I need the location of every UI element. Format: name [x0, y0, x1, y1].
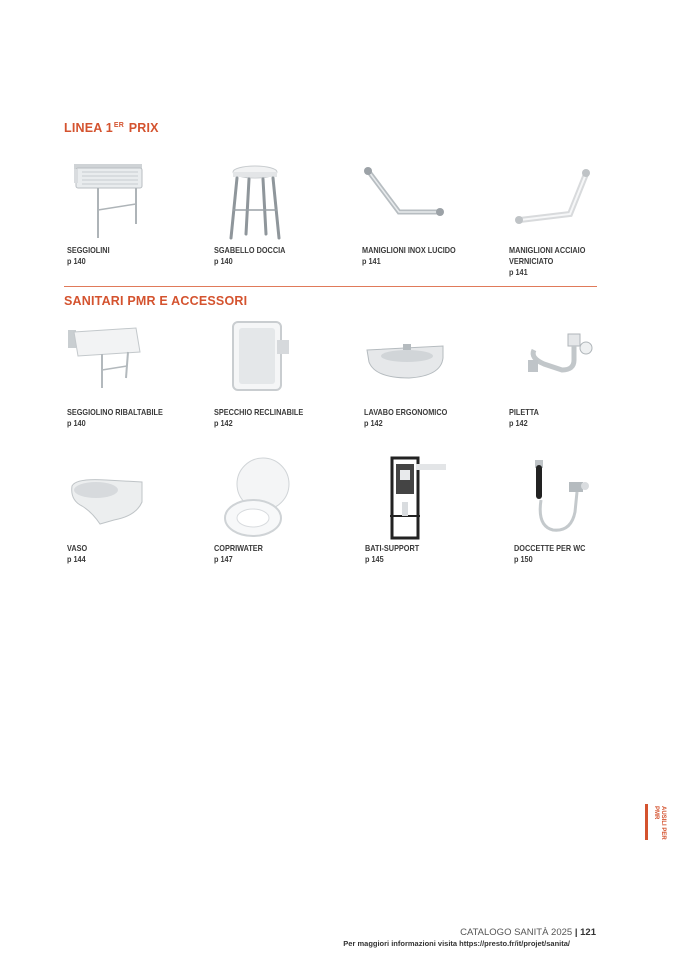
product-page: p 140 [67, 256, 86, 266]
grab-bar-painted-image [508, 164, 598, 230]
product-page: p 144 [67, 554, 86, 564]
washbasin-image [363, 340, 447, 384]
product-name: LAVABO ERGONOMICO [364, 407, 448, 417]
side-tab-ausili [645, 804, 670, 840]
section-title-sup: ER [113, 122, 124, 129]
section-title-tail: PRIX [128, 121, 159, 135]
product-name: MANIGLIONI INOX LUCIDO [362, 245, 456, 255]
product-name: PILETTA [509, 407, 539, 417]
product-name: SEGGIOLINO RIBALTABILE [67, 407, 163, 417]
footer-page-number: 121 [580, 927, 596, 938]
product-page: p 142 [214, 418, 233, 428]
wc-shower-image [527, 456, 597, 540]
footer-info-link[interactable]: Per maggiori informazioni visita https://presto.fr/it/projet/sanita/ [343, 939, 570, 948]
footer-separator: | [574, 927, 578, 938]
product-page: p 142 [509, 418, 528, 428]
product-page: p 142 [364, 418, 383, 428]
bati-support-image [382, 456, 452, 540]
product-name: MANIGLIONI ACCIAIO [509, 245, 586, 255]
product-name: COPRIWATER [214, 543, 263, 553]
product-name-line2: VERNICIATO [509, 256, 554, 266]
side-tab-text [652, 806, 666, 840]
product-page: p 140 [67, 418, 86, 428]
product-name: BATI-SUPPORT [365, 543, 420, 553]
product-page: p 150 [514, 554, 533, 564]
product-page: p 141 [362, 256, 381, 266]
footer-catalog-name: CATALOGO SANITÀ 2025 [460, 927, 573, 938]
fold-seat-image [68, 160, 148, 240]
section-title-linea-1er-prix [64, 121, 159, 135]
product-name: SPECCHIO RECLINABILE [214, 407, 304, 417]
drain-trap-image [522, 330, 598, 384]
shower-stool-image [221, 162, 291, 242]
tilting-mirror-image [229, 320, 293, 392]
section-divider [64, 286, 597, 287]
product-page: p 145 [365, 554, 384, 564]
grab-bar-inox-image [359, 164, 449, 224]
product-name: DOCCETTE PER WC [514, 543, 586, 553]
product-page: p 147 [214, 554, 233, 564]
folding-seat-image [64, 322, 144, 390]
toilet-seat-image [221, 456, 293, 538]
section-title-sanitari: SANITARI PMR E ACCESSORI [64, 294, 248, 308]
product-page: p 140 [214, 256, 233, 266]
toilet-image [66, 472, 150, 528]
product-name: SGABELLO DOCCIA [214, 245, 286, 255]
product-name: VASO [67, 543, 88, 553]
side-tab-line1: AUSILI [660, 806, 666, 826]
product-name: SEGGIOLINI [67, 245, 110, 255]
side-tab-line2: PER PMR [653, 806, 666, 840]
section-title-main: LINEA 1 [64, 121, 113, 135]
product-page: p 141 [509, 267, 528, 277]
footer-catalog [460, 927, 596, 938]
